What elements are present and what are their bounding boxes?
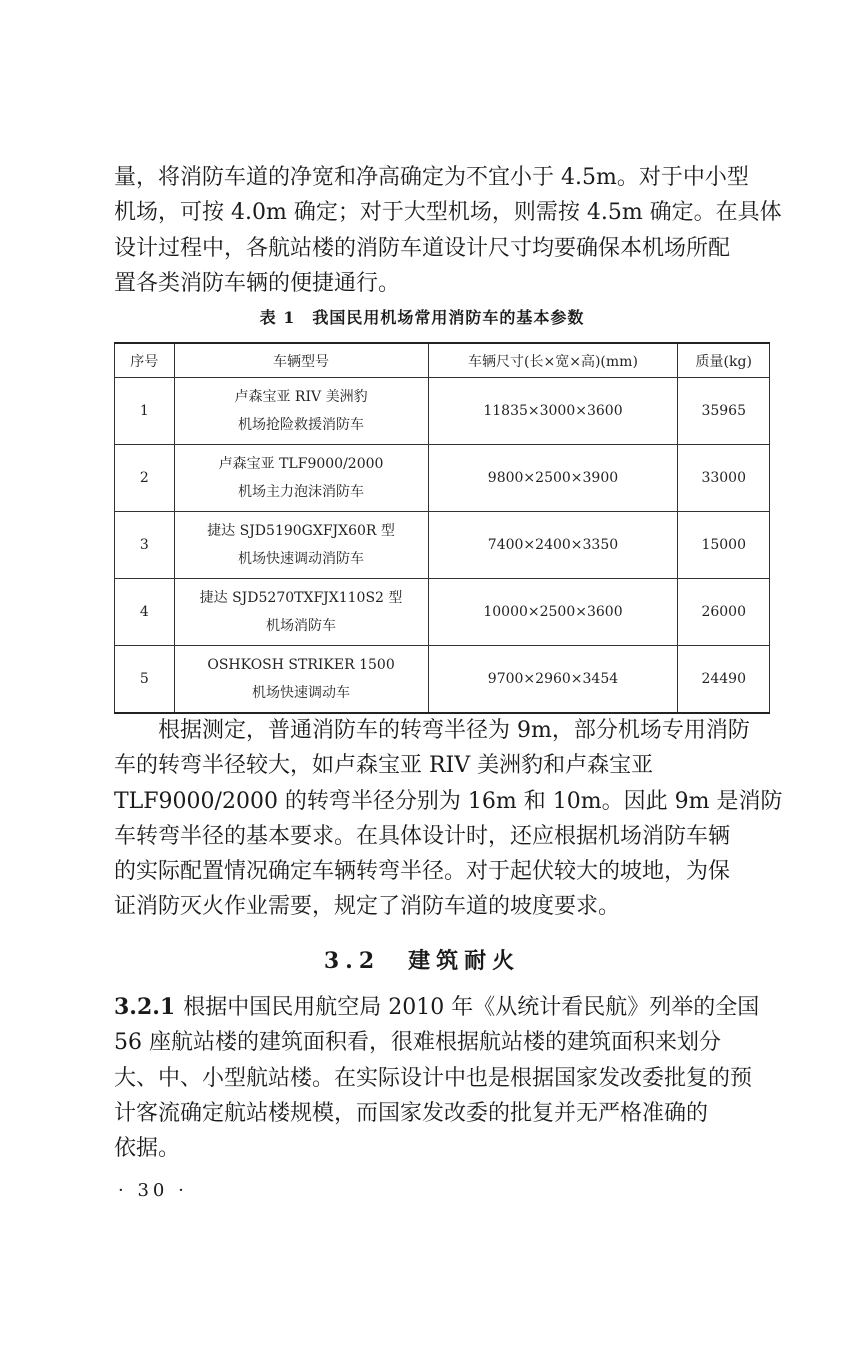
clause-paragraph (114, 990, 770, 1166)
cell-mass: 24490 (678, 646, 770, 714)
text-line: 设计过程中，各航站楼的消防车道设计尺寸均要确保本机场所配 (114, 235, 731, 261)
model-name-line: OSHKOSH STRIKER 1500 (207, 657, 395, 673)
model-name-line: 捷达 SJD5190GXFJX60R 型 (207, 523, 395, 539)
table-row (115, 579, 770, 646)
model-name-line: 卢森宝亚 TLF9000/2000 (218, 456, 384, 472)
table-row (115, 646, 770, 714)
cell-index: 5 (115, 646, 175, 714)
cell-vehicle-model (174, 579, 428, 646)
header-vehicle-model: 车辆型号 (174, 343, 428, 378)
header-index: 序号 (115, 343, 175, 378)
text-line: 大、中、小型航站楼。在实际设计中也是根据国家发改委批复的预 (114, 1065, 753, 1091)
model-type-line: 机场抢险救援消防车 (238, 417, 365, 433)
cell-mass: 33000 (678, 445, 770, 512)
cell-mass: 35965 (678, 378, 770, 445)
cell-mass: 26000 (678, 579, 770, 646)
text-line: 依据。 (114, 1136, 181, 1162)
model-name-line: 卢森宝亚 RIV 美洲豹 (234, 389, 368, 405)
cell-mass: 15000 (678, 512, 770, 579)
model-type-line: 机场快速调动消防车 (238, 551, 365, 567)
table-row (115, 512, 770, 579)
text-line: TLF9000/2000 的转弯半径分别为 16m 和 10m。因此 9m 是消防 (114, 788, 783, 814)
cell-vehicle-size: 9800×2500×3900 (428, 445, 678, 512)
text-line: 机场，可按 4.0m 确定；对于大型机场，则需按 4.5m 确定。在具体 (114, 200, 782, 226)
table-row (115, 445, 770, 512)
text-line: 证消防灭火作业需要，规定了消防车道的坡度要求。 (114, 894, 621, 920)
paragraph-fire-lane-dimensions (114, 160, 782, 301)
cell-index: 3 (115, 512, 175, 579)
header-mass: 质量(kg) (678, 343, 770, 378)
model-type-line: 机场快速调动车 (252, 685, 351, 701)
cell-index: 2 (115, 445, 175, 512)
table-caption: 表 1 我国民用机场常用消防车的基本参数 (259, 308, 585, 327)
text-line: 根据测定，普通消防车的转弯半径为 9m，部分机场专用消防 (114, 718, 750, 743)
cell-vehicle-size: 7400×2400×3350 (428, 512, 678, 579)
text-line: 车转弯半径的基本要求。在具体设计时，还应根据机场消防车辆 (114, 823, 731, 849)
cell-vehicle-size: 11835×3000×3600 (428, 378, 678, 445)
clause-number: 3.2.1 (114, 994, 176, 1020)
cell-vehicle-model (174, 512, 428, 579)
model-type-line: 机场消防车 (266, 618, 337, 634)
text-line: 的实际配置情况确定车辆转弯半径。对于起伏较大的坡地，为保 (114, 859, 731, 885)
cell-index: 4 (115, 579, 175, 646)
cell-vehicle-model (174, 378, 428, 445)
text-line: 量，将消防车道的净宽和净高确定为不宜小于 4.5m。对于中小型 (114, 165, 749, 190)
cell-vehicle-model (174, 445, 428, 512)
cell-vehicle-model (174, 646, 428, 714)
text-line: 车的转弯半径较大，如卢森宝亚 RIV 美洲豹和卢森宝亚 (114, 753, 654, 779)
table-header-row (115, 343, 770, 378)
model-name-line: 捷达 SJD5270TXFJX110S2 型 (199, 590, 403, 606)
cell-vehicle-size: 10000×2500×3600 (428, 579, 678, 646)
fire-truck-parameters-table (114, 342, 770, 714)
paragraph-turning-radius (114, 713, 783, 925)
header-vehicle-size: 车辆尺寸(长×宽×高)(mm) (428, 343, 678, 378)
model-type-line: 机场主力泡沫消防车 (238, 484, 365, 500)
clause-text: 根据中国民用航空局 2010 年《从统计看民航》列举的全国 (183, 995, 760, 1020)
cell-index: 1 (115, 378, 175, 445)
table-row (115, 378, 770, 445)
text-line (114, 990, 770, 1025)
section-heading: 3.2 建筑耐火 (323, 948, 521, 974)
text-line: 56 座航站楼的建筑面积看，很难根据航站楼的建筑面积来划分 (114, 1030, 721, 1056)
text-line: 置各类消防车辆的便捷通行。 (114, 270, 401, 296)
text-line: 计客流确定航站楼规模，而国家发改委的批复并无严格准确的 (114, 1100, 709, 1126)
cell-vehicle-size: 9700×2960×3454 (428, 646, 678, 714)
page-number: · 30 · (118, 1180, 188, 1201)
